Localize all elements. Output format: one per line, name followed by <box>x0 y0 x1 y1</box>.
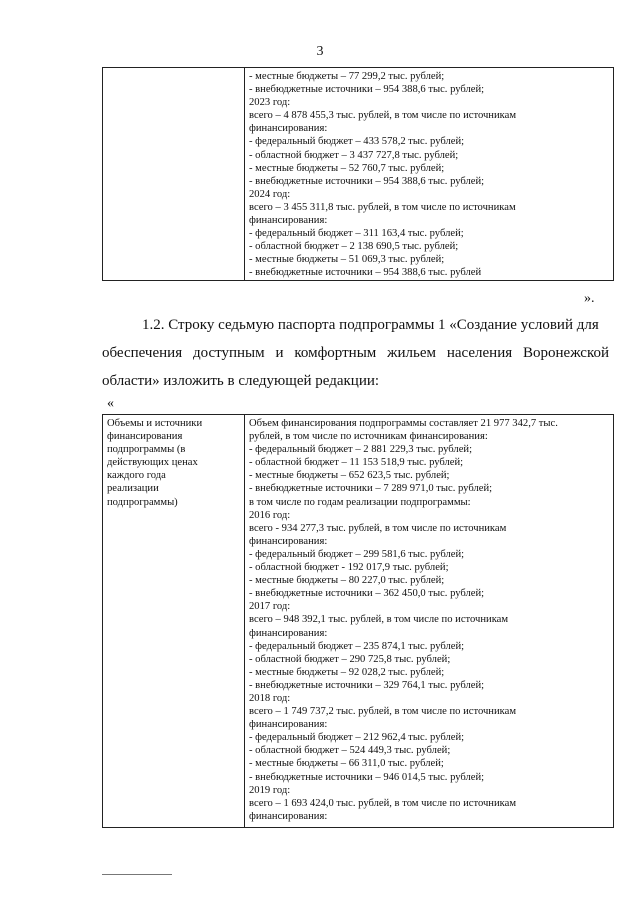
table2-label-line: каждого года <box>107 470 166 482</box>
funding-table-continuation <box>102 67 614 281</box>
table2-line: финансирования: <box>249 810 328 822</box>
table2-line: финансирования: <box>249 719 328 731</box>
table2-label-line: подпрограммы (в <box>107 444 186 456</box>
table2-line: - местные бюджеты – 652 623,5 тыс. рублей; <box>249 470 450 482</box>
table1-line: всего – 3 455 311,8 тыс. рублей, в том числе по источникам <box>249 201 516 213</box>
table1-line: 2023 год: <box>249 97 291 109</box>
table2-line: - внебюджетные источники – 329 764,1 тыс. рублей; <box>249 679 485 691</box>
table2-line: - внебюджетные источники – 7 289 971,0 тыс. рублей; <box>249 483 493 495</box>
table2-line: в том числе по годам реализации подпрограммы: <box>249 496 471 508</box>
funding-table <box>102 414 614 828</box>
table2-line: Объем финансирования подпрограммы составляет 21 977 342,7 тыс. <box>249 418 558 429</box>
table2-line: всего – 1 693 424,0 тыс. рублей, в том числе по источникам <box>249 797 517 809</box>
closing-quote: ». <box>584 291 595 306</box>
table2-line: рублей, в том числе по источникам финансирования: <box>249 431 488 443</box>
table2-line: - внебюджетные источники – 362 450,0 тыс. рублей; <box>249 588 485 600</box>
table2-line: - областной бюджет – 11 153 518,9 тыс. рублей; <box>249 457 464 469</box>
table2-label-line: подпрограммы) <box>107 496 178 508</box>
amendment-paragraph-line-3: области» изложить в следующей редакции: <box>102 373 380 389</box>
table2-line: 2017 год: <box>249 601 291 613</box>
table1-line: - федеральный бюджет – 311 163,4 тыс. рублей; <box>249 228 464 240</box>
table2-label-line: Объемы и источники <box>107 418 203 429</box>
table2-line: всего – 1 749 737,2 тыс. рублей, в том числе по источникам <box>249 706 517 718</box>
amendment-paragraph-line-1: 1.2. Строку седьмую паспорта подпрограммы 1 «Создание условий для <box>142 317 599 333</box>
table2-line: - федеральный бюджет – 2 881 229,3 тыс. рублей; <box>249 444 473 456</box>
table1-line: - внебюджетные источники – 954 388,6 тыс. рублей; <box>249 175 485 187</box>
table1-line: - местные бюджеты – 52 760,7 тыс. рублей; <box>249 162 445 174</box>
footer-divider <box>102 874 172 875</box>
table2-line: - внебюджетные источники – 946 014,5 тыс. рублей; <box>249 771 485 783</box>
table2-line: финансирования: <box>249 627 328 639</box>
table2-line: 2019 год: <box>249 784 291 796</box>
table2-line: 2016 год: <box>249 509 291 521</box>
table2-line: финансирования: <box>249 535 328 547</box>
table2-line: - федеральный бюджет – 299 581,6 тыс. рублей; <box>249 548 465 560</box>
amendment-paragraph-line-2: обеспечения доступным и комфортным жильем населения Воронежской <box>102 345 609 361</box>
table2-line: всего – 948 392,1 тыс. рублей, в том числе по источникам <box>249 614 509 626</box>
table2-line: всего - 934 277,3 тыс. рублей, в том числе по источникам <box>249 522 507 534</box>
table1-line: - областной бюджет – 3 437 727,8 тыс. рублей; <box>249 149 459 161</box>
table1-line: 2024 год: <box>249 188 291 200</box>
table2-line: 2018 год: <box>249 692 291 704</box>
table1-line: - местные бюджеты – 51 069,3 тыс. рублей; <box>249 254 445 266</box>
table1-line: - внебюджетные источники – 954 388,6 тыс. рублей; <box>249 84 485 96</box>
table2-label-cell <box>103 415 245 828</box>
page-number: 3 <box>316 44 324 59</box>
table2-label-line: действующих ценах <box>107 457 198 469</box>
table2-line: - областной бюджет – 524 449,3 тыс. рублей; <box>249 745 451 757</box>
table2-line: - местные бюджеты – 80 227,0 тыс. рублей; <box>249 575 445 587</box>
table1-line: - областной бюджет – 2 138 690,5 тыс. рублей; <box>249 241 459 253</box>
table2-label-line: реализации <box>107 483 159 495</box>
table1-line: финансирования: <box>249 123 328 135</box>
table2-label-line: финансирования <box>107 431 183 443</box>
table1-line: - местные бюджеты – 77 299,2 тыс. рублей; <box>249 71 445 82</box>
table2-line: - федеральный бюджет – 235 874,1 тыс. рублей; <box>249 640 465 652</box>
opening-quote: « <box>107 396 114 411</box>
table2-line: - областной бюджет – 290 725,8 тыс. рублей; <box>249 653 451 665</box>
table2-line: - местные бюджеты – 92 028,2 тыс. рублей; <box>249 666 445 678</box>
table1-line: финансирования: <box>249 215 328 227</box>
table2-value-cell <box>245 415 614 828</box>
table1-line: всего – 4 878 455,3 тыс. рублей, в том числе по источникам <box>249 110 517 122</box>
table1-left-cell <box>103 68 245 281</box>
table2-line: - федеральный бюджет – 212 962,4 тыс. рублей; <box>249 732 465 744</box>
table1-right-cell <box>245 68 614 281</box>
table1-line: - федеральный бюджет – 433 578,2 тыс. рублей; <box>249 136 465 148</box>
table2-line: - областной бюджет - 192 017,9 тыс. рублей; <box>249 562 449 574</box>
table2-line: - местные бюджеты – 66 311,0 тыс. рублей; <box>249 758 444 770</box>
table1-line: - внебюджетные источники – 954 388,6 тыс. рублей <box>249 267 482 279</box>
